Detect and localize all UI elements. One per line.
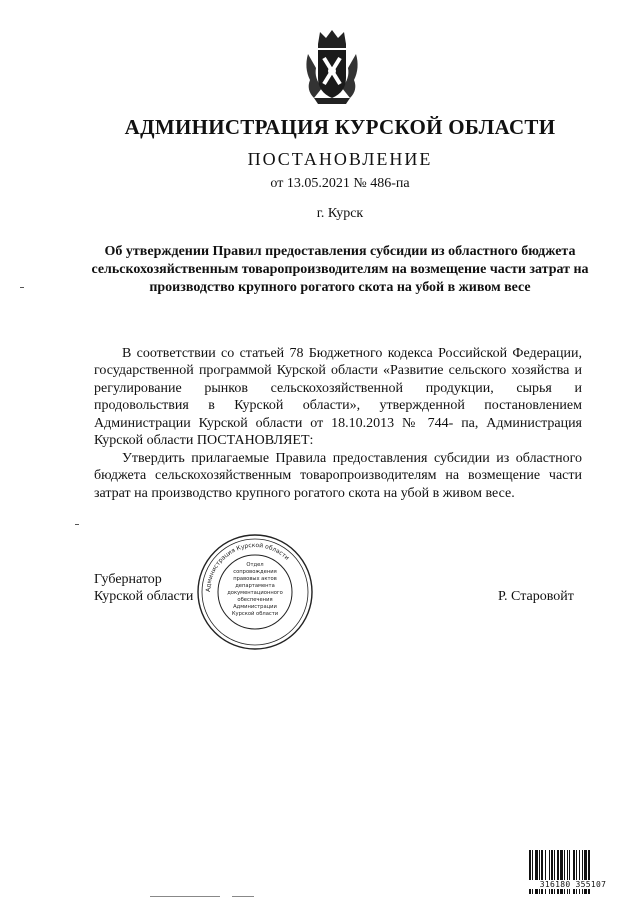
footer-line — [232, 896, 254, 897]
signatory-name: Р. Старовойт — [498, 589, 574, 604]
stamp-line: Администрации — [233, 604, 277, 610]
stamp-line: документационного — [227, 590, 283, 596]
signatory-position-line2: Курской области — [94, 589, 194, 604]
body-paragraph-1: В соответствии со статьей 78 Бюджетного кодекса Российской Федерации, государственной программой Курской области «Развитие сельского хозяйства и регулирование рынков сельскохозяйственной продукции, сырья и продовольствия в Курской области», утвержденной постановлением Администрации Курской области от 18.10.2013 № 744- па, Администрация Курской области ПОСТАНОВЛЯЕТ: — [94, 346, 582, 449]
margin-mark — [20, 287, 24, 288]
footer-line — [150, 896, 220, 897]
stamp-line: Отдел — [246, 562, 264, 568]
stamp-line: правовых актов — [233, 576, 277, 582]
decree-heading: ПОСТАНОВЛЕНИЕ — [247, 149, 433, 169]
decree-subject: Об утверждении Правил предоставления субсидии из областного бюджета сельскохозяйственным товаропроизводителям на возмещение части затрат на производство крупного рогатого скота на убой в живом весе — [91, 244, 589, 295]
body-paragraph-2: Утвердить прилагаемые Правила предоставления субсидии из областного бюджета сельскохозяйственным товаропроизводителям на возмещение части затрат на производство крупного рогатого скота на убой в живом весе. — [94, 451, 582, 501]
stamp-line: обеспечения — [237, 597, 273, 603]
signatory-position — [94, 571, 193, 605]
barcode-number: 316180 355107 — [528, 880, 618, 889]
margin-mark — [75, 524, 79, 525]
signatory-position-line1: Губернатор — [94, 572, 162, 587]
official-stamp — [195, 532, 315, 652]
city-name: г. Курск — [316, 206, 364, 221]
stamp-line: сопровождения — [233, 569, 277, 575]
stamp-line: Курской области — [231, 611, 279, 617]
decree-date-number: от 13.05.2021 № 486-па — [270, 176, 410, 191]
stamp-outer-text: Администрация Курской области — [204, 541, 291, 593]
document-title: АДМИНИСТРАЦИЯ КУРСКОЙ ОБЛАСТИ — [124, 115, 556, 139]
stamp-line: департамента — [235, 583, 275, 589]
coat-of-arms-emblem — [302, 28, 362, 108]
